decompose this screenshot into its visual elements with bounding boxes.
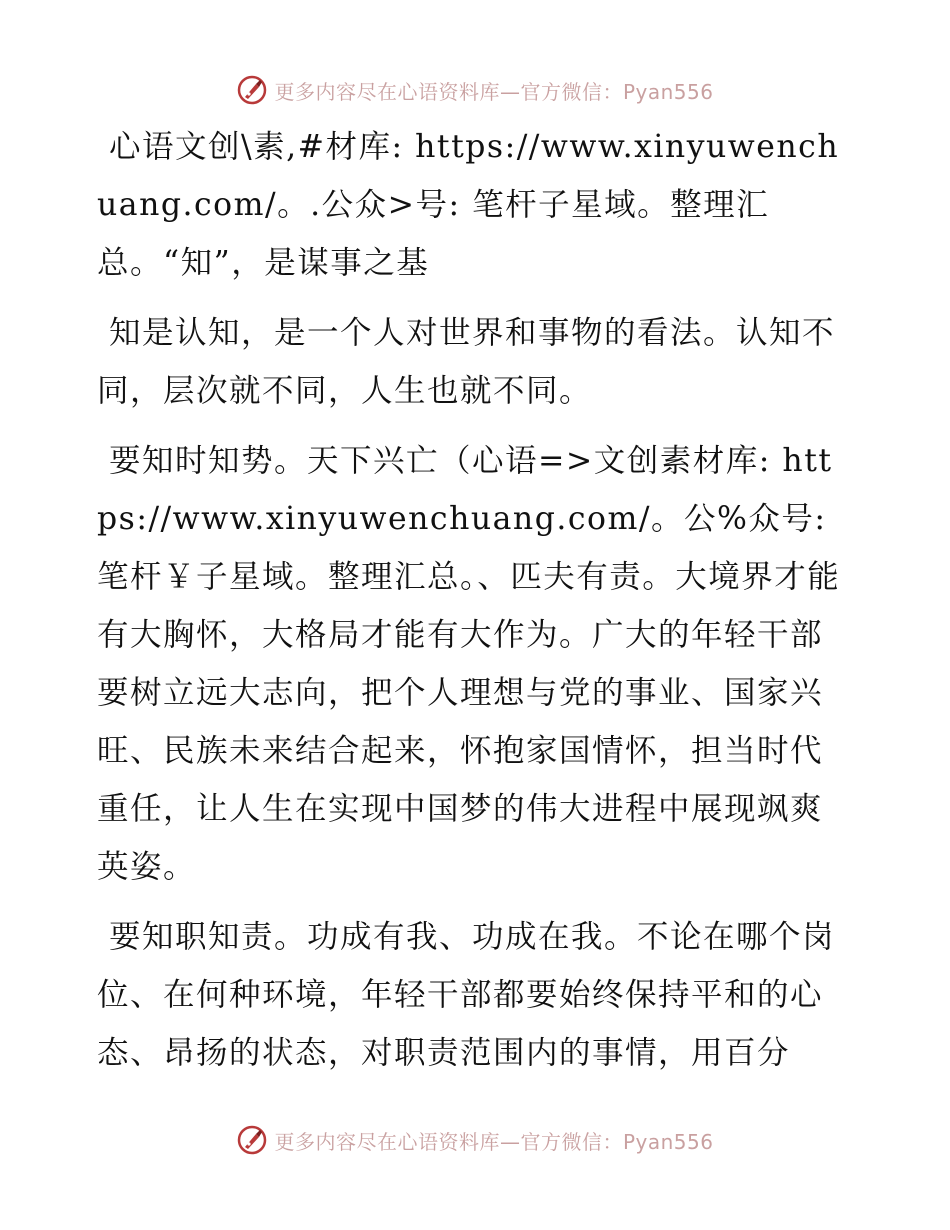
banner-text: 更多内容尽在心语资料库—官方微信：Pyan556 (274, 1129, 714, 1154)
footer-banner (0, 1120, 950, 1160)
document-body (97, 118, 849, 1094)
banner-text: 更多内容尽在心语资料库—官方微信：Pyan556 (274, 79, 714, 104)
paragraph-3: 要知时知势。天下兴亡（心语=>文创素材库: https://www.xinyuwenchuang.com/。公%众号: 笔杆￥子星域。整理汇总。、匹夫有责。大境界才能有大胸怀，大格局才能有大作为。广大的年轻干部要树立远大志向，把个人理想与党的事业、国家兴旺、民族未来结合起来，怀抱家国情怀，担当时代重任，让人生在实现中国梦的伟大进程中展现飒爽英姿。 (97, 443, 841, 885)
pen-nib-logo-icon (236, 1124, 268, 1156)
paragraph-4: 要知职知责。功成有我、功成在我。不论在哪个岗位、在何种环境，年轻干部都要始终保持平和的心态、昂扬的状态，对职责范围内的事情，用百分 (97, 919, 836, 1071)
header-banner (0, 70, 950, 110)
paragraph-1: 心语文创\素,#材库: https://www.xinyuwenchuang.com/。.公众>号: 笔杆子星域。整理汇总。“知”，是谋事之基 (97, 129, 840, 281)
pen-nib-logo-icon (236, 74, 268, 106)
paragraph-2: 知是认知，是一个人对世界和事物的看法。认知不同，层次就不同，人生也就不同。 (97, 315, 836, 409)
